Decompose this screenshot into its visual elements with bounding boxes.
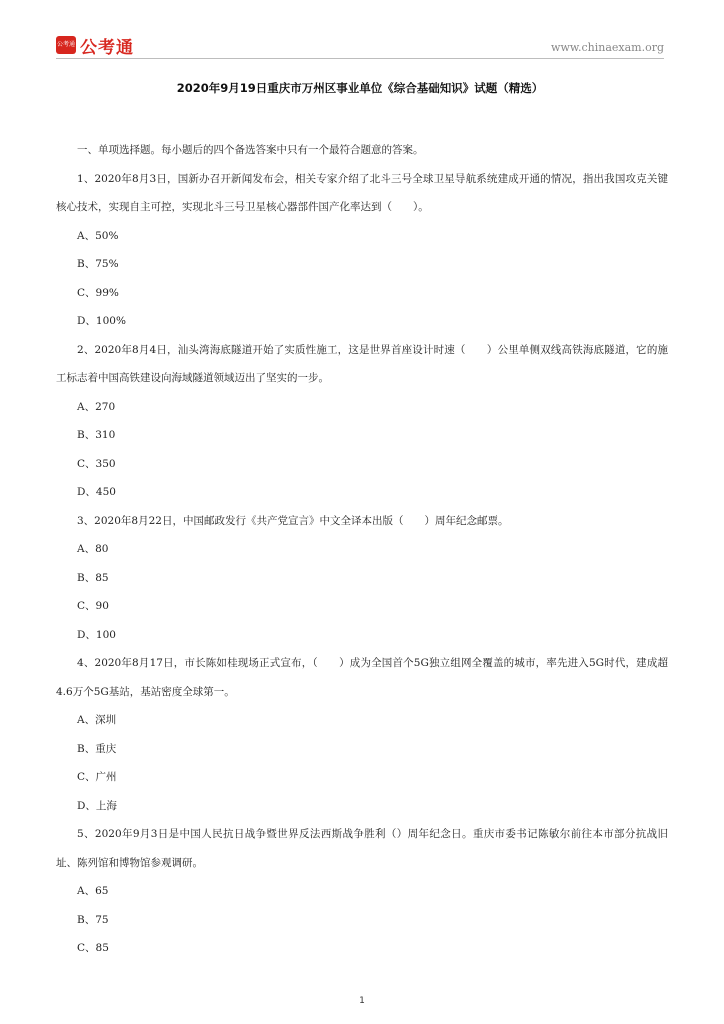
option-c: C、广州 <box>77 771 117 783</box>
logo-text: 公考通 <box>80 37 134 58</box>
option-c: C、85 <box>77 942 109 954</box>
header-divider <box>56 58 664 59</box>
logo[interactable] <box>56 34 134 56</box>
question-2 <box>56 336 668 507</box>
question-text: 4、2020年8月17日，市长陈如桂现场正式宣布，（ ）成为全国首个5G独立组网全覆盖的城市，率先进入5G时代，建成超4.6万个5G基站，基站密度全球第一。 <box>56 657 668 698</box>
option-c: C、99% <box>77 286 119 299</box>
document-body <box>56 136 668 963</box>
option-b: B、310 <box>77 429 116 441</box>
option-b: B、75% <box>77 258 119 270</box>
question-3 <box>56 507 668 650</box>
option-c: C、350 <box>77 457 116 470</box>
question-text: 2、2020年8月4日，汕头湾海底隧道开始了实质性施工，这是世界首座设计时速（ ）公里单侧双线高铁海底隧道，它的施工标志着中国高铁建设向海域隧道领域迈出了坚实的一步。 <box>56 343 668 384</box>
option-d: D、100% <box>77 315 126 327</box>
section-heading: 一、单项选择题。每小题后的四个备选答案中只有一个最符合题意的答案。 <box>77 144 424 156</box>
question-4 <box>56 649 668 820</box>
question-text: 5、2020年9月3日是中国人民抗日战争暨世界反法西斯战争胜利（）周年纪念日。重庆市委书记陈敏尔前往本市部分抗战旧址、陈列馆和博物馆参观调研。 <box>56 828 668 869</box>
page-header <box>56 32 664 62</box>
option-a: A、深圳 <box>77 714 117 726</box>
option-d: D、100 <box>77 628 116 641</box>
option-a: A、270 <box>77 400 116 413</box>
option-d: D、450 <box>77 486 116 498</box>
option-d: D、上海 <box>77 799 117 812</box>
option-b: B、重庆 <box>77 742 117 755</box>
question-1 <box>56 165 668 336</box>
question-text: 1、2020年8月3日，国新办召开新闻发布会，相关专家介绍了北斗三号全球卫星导航系统建成开通的情况，指出我国攻克关键核心技术，实现自主可控，实现北斗三号卫星核心器部件国产化率达到（ ）。 <box>56 172 668 213</box>
page-number: 1 <box>359 996 365 1006</box>
option-c: C、90 <box>77 600 109 612</box>
site-url[interactable]: www.chinaexam.org <box>551 41 664 54</box>
option-a: A、50% <box>77 229 119 242</box>
option-b: B、75 <box>77 913 109 926</box>
option-a: A、65 <box>77 885 109 897</box>
question-text: 3、2020年8月22日，中国邮政发行《共产党宣言》中文全译本出版（ ）周年纪念邮票。 <box>77 514 509 527</box>
logo-badge-icon: 公考通 <box>56 36 76 54</box>
question-5 <box>56 820 668 963</box>
document-title: 2020年9月19日重庆市万州区事业单位《综合基础知识》试题（精选） <box>176 81 544 95</box>
option-b: B、85 <box>77 571 109 584</box>
option-a: A、80 <box>77 543 109 555</box>
